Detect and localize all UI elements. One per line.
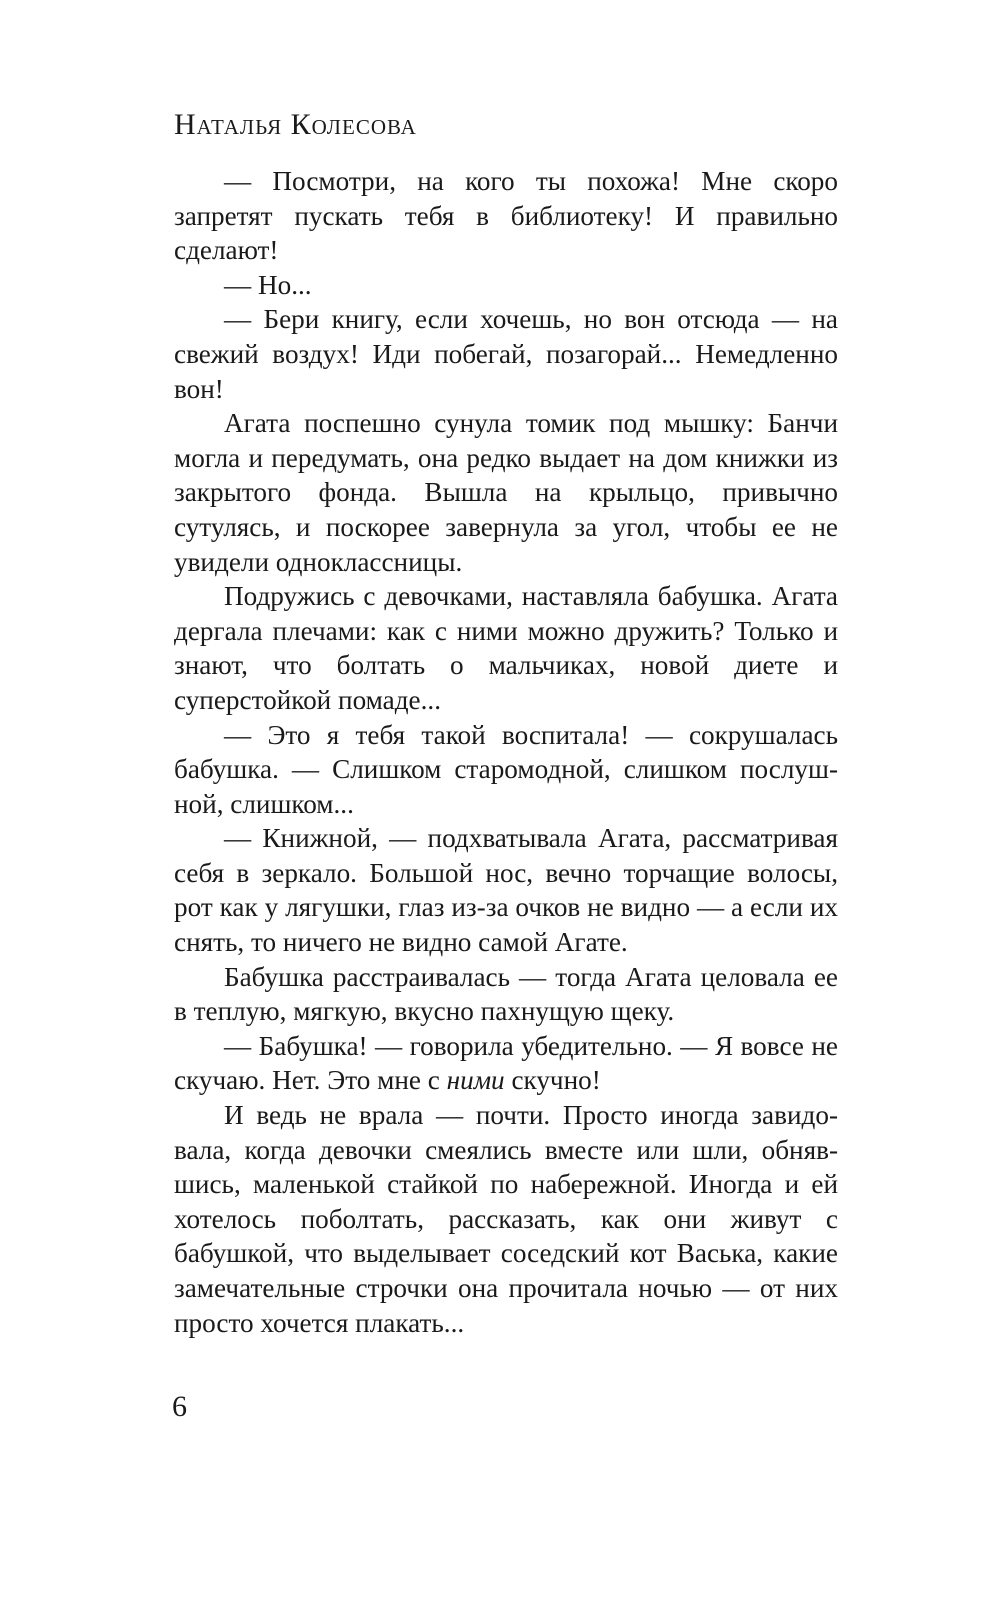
paragraph: Бабушка расстраивалась — тогда Агата целовала ее в теплую, мягкую, вкусно пахнущую щеку. <box>174 961 838 1027</box>
paragraph: — Но... <box>224 269 312 300</box>
paragraph: — Книжной, — подхватывала Агата, рассматривая себя в зеркало. Большой нос, вечно торчащие волосы, рот как у лягушки, глаз из-за очков не видно — а если их снять, то ничего не видно самой Агате. <box>174 823 838 958</box>
emphasis-text: ними <box>446 1065 505 1096</box>
paragraph: — Посмотри, на кого ты похожа! Мне скоро запретят пускать тебя в библиотеку! И правильно сделают! <box>174 166 838 266</box>
paragraph: — Бери книгу, если хочешь, но вон отсюда — на свежий воздух! Иди побегай, позагорай... Немедленно вон! <box>174 304 838 404</box>
paragraph: Подружись с девочками, наставляла бабушка. Агата дергала плечами: как с ними можно дружить? Только и знают, что болтать о мальчиках, новой диете и суперстойкой помаде... <box>174 581 838 715</box>
paragraph: Агата поспешно сунула томик под мышку: Банчи могла и передумать, она редко выдает на дом книжки из закрытого фонда. Вышла на крыльцо, привычно сутулясь, и поскорее завернула за угол, чтобы ее не увидели одноклассницы. <box>174 408 838 577</box>
paragraph-text: — Бабушка! — говорила убедительно. — Я вовсе не скучаю. Нет. Это мне с <box>174 1030 838 1096</box>
paragraph <box>174 1029 838 1098</box>
paragraph-text: скучно! <box>504 1065 601 1096</box>
page-number: 6 <box>172 1390 187 1423</box>
paragraph: И ведь не врала — почти. Просто иногда завидовала, когда девочки смеялись вместе или шли, обнявшись, маленькой стайкой по набережной. Иногда и ей хотелось поболтать, рассказать, как они живут с бабушкой, что выделывает соседский кот Васька, какие замечательные строчки она прочитала ночью — от них просто хочется плакать... <box>174 1100 838 1338</box>
running-head: Наталья Колесова <box>174 108 417 141</box>
paragraph: — Это я тебя такой воспитала! — сокрушалась бабушка. — Слишком старомодной, слишком послушной, слишком... <box>174 719 838 819</box>
body-text <box>174 164 838 1340</box>
